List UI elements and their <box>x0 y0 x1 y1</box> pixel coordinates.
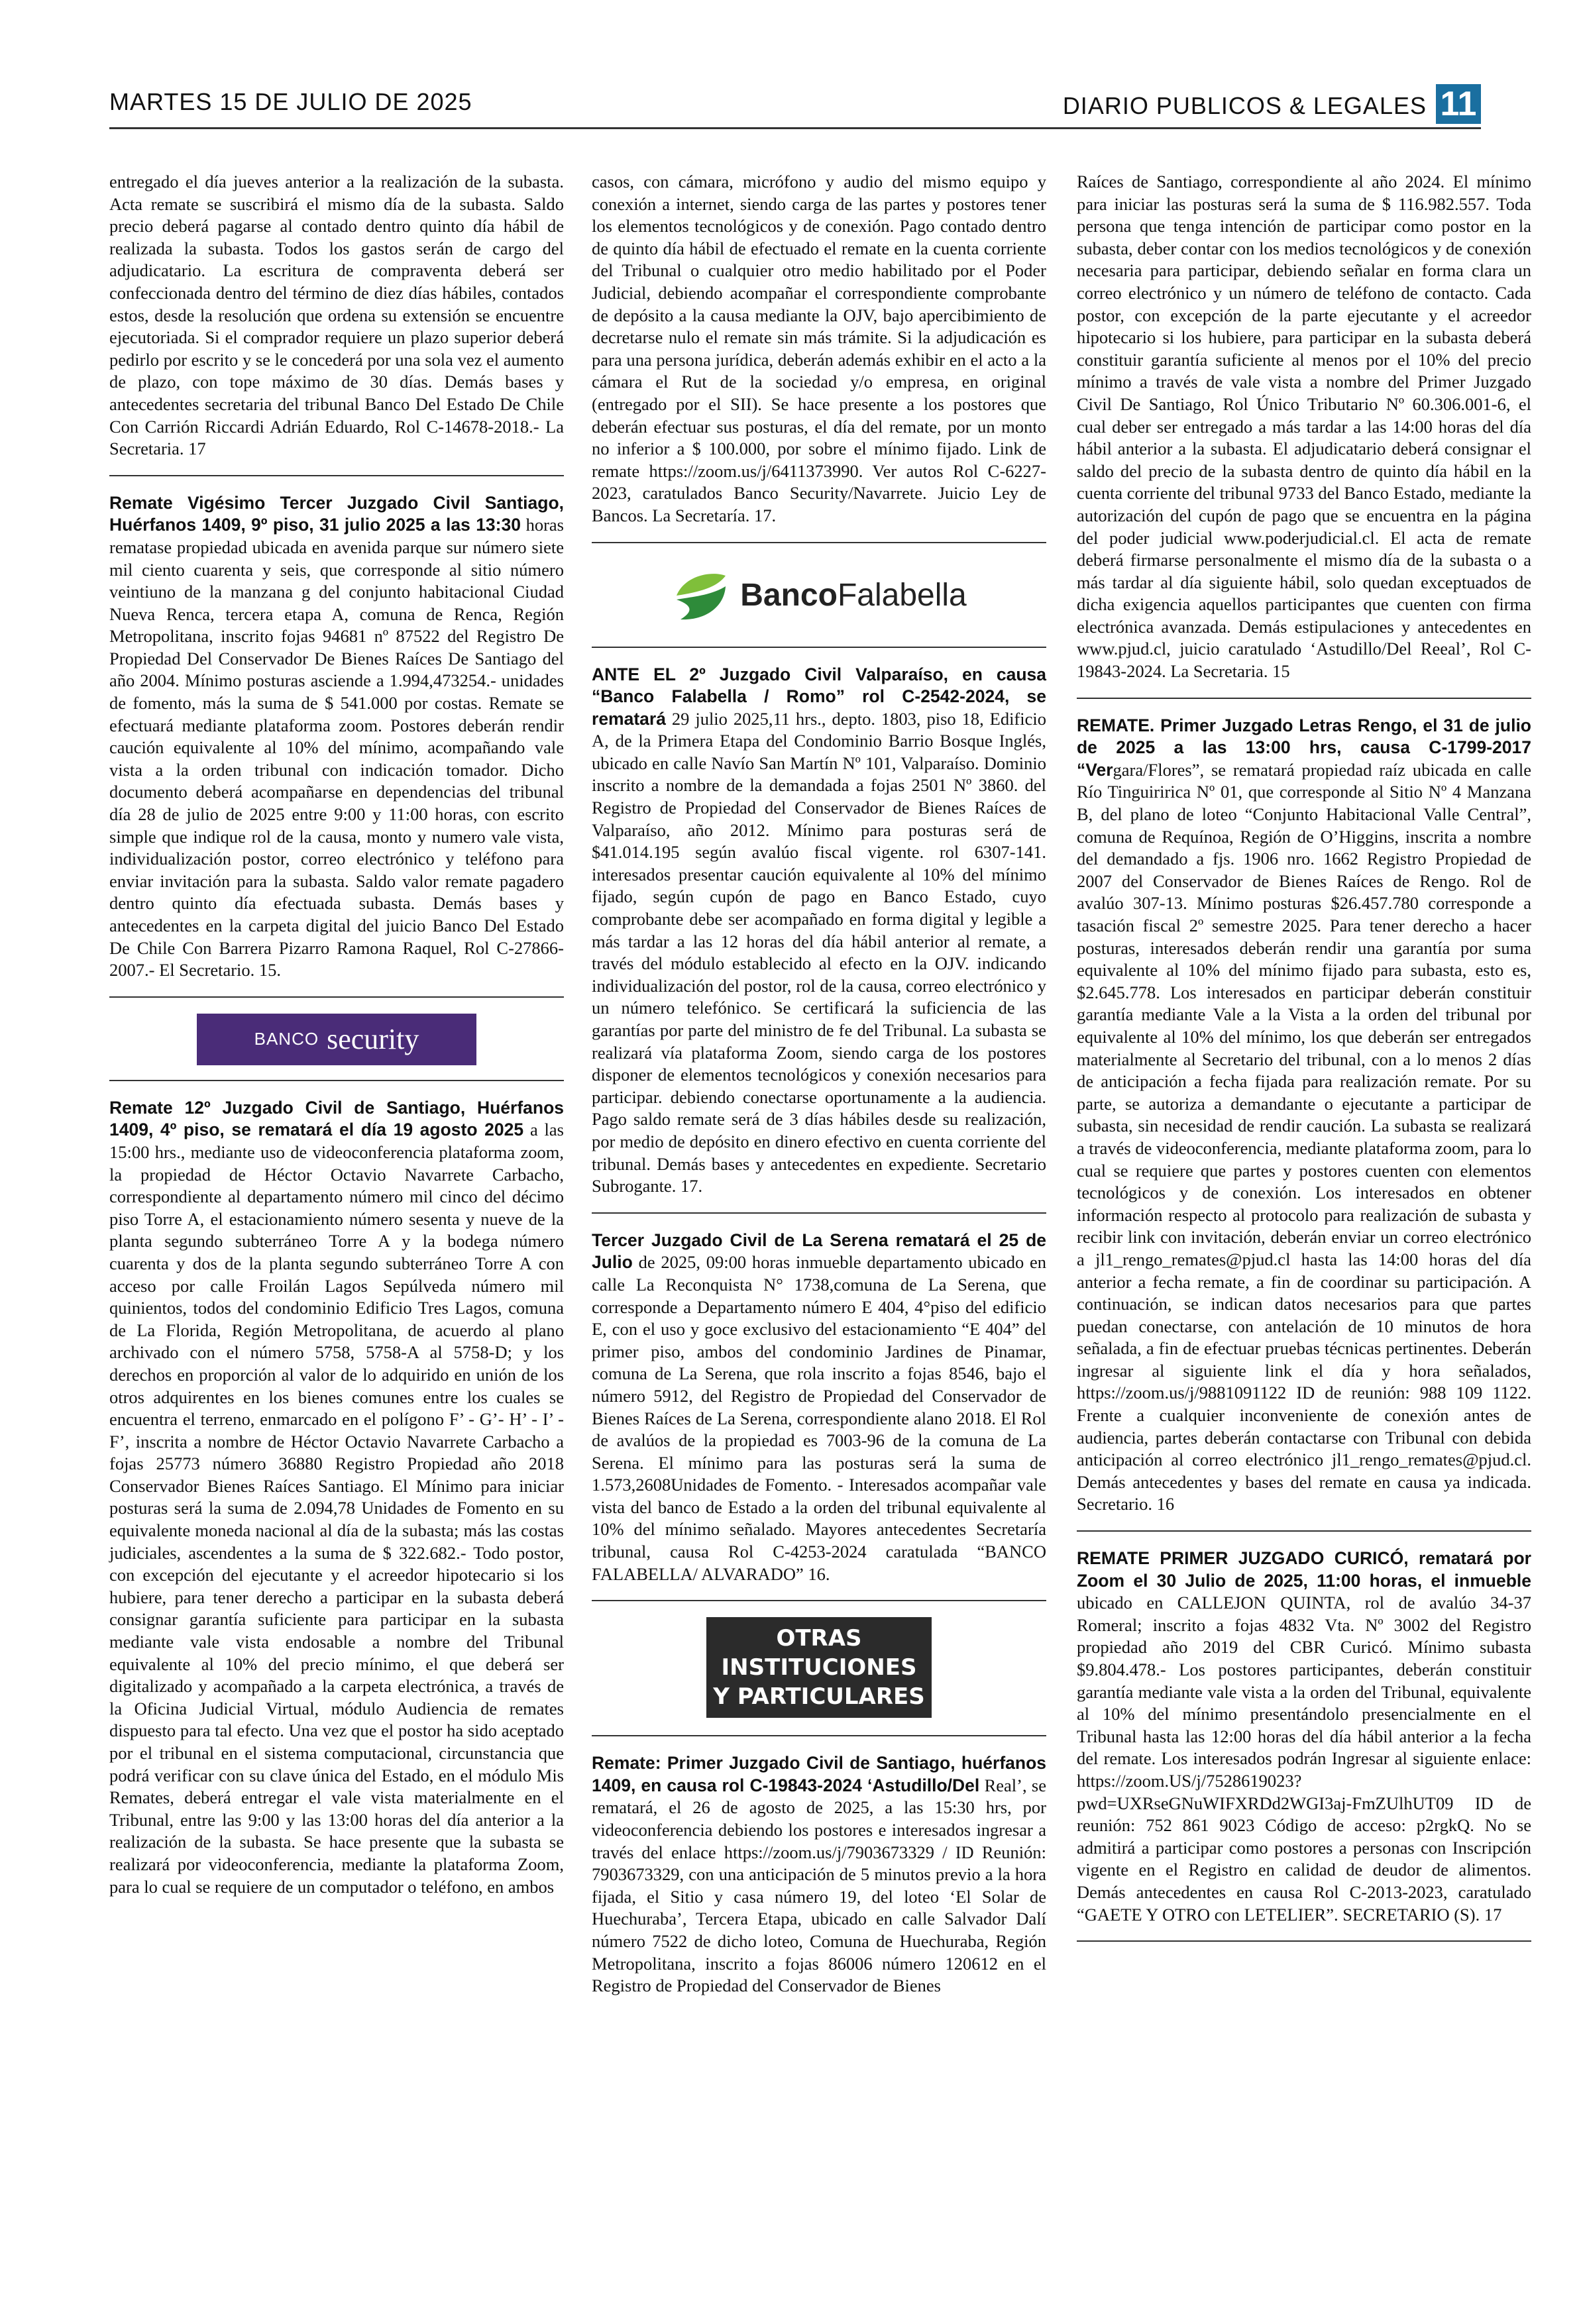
falabella-wordmark: BancoFalabella <box>740 577 967 613</box>
notice-heading: Tercer Juzgado Civil de La Serena rematará el 25 de Julio <box>592 1230 1046 1273</box>
notice-la-florida <box>109 1097 564 1898</box>
notice-divider <box>592 1735 1046 1736</box>
notice-valparaiso <box>592 664 1046 1198</box>
notice-divider <box>592 647 1046 648</box>
logo-banco-text: BANCO <box>254 1028 319 1049</box>
notice-huechuraba <box>592 1752 1046 1997</box>
notice-heading: ANTE EL 2º Juzgado Civil Valparaíso, en causa “Banco Falabella / Romo” rol C-2542-2024, se rematará <box>592 664 1046 729</box>
column-1 <box>109 171 564 1898</box>
notice-divider <box>592 1600 1046 1601</box>
page-header <box>109 84 1481 124</box>
column-3 <box>1077 171 1531 1958</box>
notice-heading: REMATE. Primer Juzgado Letras Rengo, el 31 de julio de 2025 a las 13:00 hrs, causa C-1799-2017 “Ver <box>1077 715 1531 780</box>
column-2 <box>592 171 1046 1997</box>
header-rule <box>109 127 1481 129</box>
issue-date: MARTES 15 DE JULIO DE 2025 <box>109 88 472 115</box>
banco-falabella-logo <box>592 559 1046 632</box>
notice-divider <box>109 475 564 476</box>
notice-heading: Remate 12º Juzgado Civil de Santiago, Huérfanos 1409, 4º piso, se rematará el día 19 agosto 2025 <box>109 1097 564 1140</box>
notice-divider <box>1077 698 1531 699</box>
banco-security-logo <box>109 1014 564 1065</box>
notice-divider <box>592 1212 1046 1214</box>
notice-heading: REMATE PRIMER JUZGADO CURICÓ, rematará por Zoom el 30 Julio de 2025, 11:00 horas, el inmueble <box>1077 1548 1531 1591</box>
logo-security-text: security <box>327 1022 419 1055</box>
notice-rengo <box>1077 715 1531 1516</box>
notice-body: a las 15:00 hrs., mediante uso de videoconferencia plataforma zoom, la propiedad de Héctor Octavio Navarrete Carbacho, correspondiente al departamento número mil cinco del décimo piso Torre A, el estacionamiento número sesenta y nueve de la planta segundo subterráneo Torre A y la bodega número cuarenta y dos de la planta segundo subterráneo Torre A con acceso por calle Froilán Lagos Sepúlveda número mil quinientos, todos del condominio Edificio Tres Lagos, comuna de La Florida, Región Metropolitana, de acuerdo al plano archivado con el número 5758, 5758-A al 5758-D; y los derechos en proporción al valor de lo adquirido en unión de los otros adquirentes en los bienes comunes entre los cuales se encuentra el terreno, enmarcado en el polígono F’ - G’- H’ - I’ - F’, inscrita a nombre de Héctor Octavio Navarrete Carbacho a fojas 25773 número 36880 Registro Propiedad año 2018 Conservador Bienes Raíces Santiago. El Mínimo para iniciar posturas será la suma de 2.094,78 Unidades de Fomento en su equivalente moneda nacional al día de la subasta; más las costas judiciales, ascendentes a la suma de $ 322.682.- Todo postor, con excepción del ejecutante y el acreedor hipotecario si los hubiere, para tener derecho a participar en la subasta deberá consignar garantía suficiente para participar en la subasta mediante vale vista endosable a nombre del Tribunal equivalente al 10% del precio mínimo, el que deberá ser digitalizado y acompañado a la carpeta electrónica, a través de la Oficina Judicial Virtual, módulo Audiencia de remates dispuesto para tal efecto. Una vez que el postor ha sido aceptado por el tribunal en el sistema computacional, circunstancia que podrá verificar con su clave única del Estado, en el módulo Mis Remates, deberá entregar el vale vista materialmente en el Tribunal, entre las 9:00 y las 13:00 horas del día anterior a la realización de la subasta. Se hace presente que la subasta se realizará por videoconferencia, mediante la plataforma Zoom, para lo cual se requiere de un computador o teléfono, en ambos <box>109 1120 564 1897</box>
falabella-leaf-icon <box>671 566 730 625</box>
notice-continuation: casos, con cámara, micrófono y audio del mismo equipo y conexión a internet, siendo carga de las partes y postores tener los elementos tecnológicos y de conexión. Pago contado dentro de quinto día hábil de efectuado el remate en la cuenta corriente del Tribunal o cualquier otro medio habilitado por el Poder Judicial, debiendo acompañar el correspondiente comprobante de depósito a la causa mediante la OJV, bajo apercibimiento de decretarse nulo el remate sin más trámite. Si la adjudicación es para una persona jurídica, deberán además exhibir en el acto a la cámara el Rut de la sociedad y/o empresa, en original (entregado por el SII). Se hace presente a los postores que deberán efectuar sus posturas, el día del remate, por un monto no inferior a $ 100.000, por sobre el mínimo fijado. Link de remate https://zoom.us/j/6411373990. Ver autos Rol C-6227-2023, caratulados Banco Security/Navarrete. Juicio Ley de Bancos. La Secretaría. 17. <box>592 172 1046 525</box>
notice-curico <box>1077 1548 1531 1926</box>
notice-continuation: Raíces de Santiago, correspondiente al año 2024. El mínimo para iniciar las posturas será la suma de $ 116.982.557. Toda persona que tenga intención de participar como postor en la subasta, deber contar con los medios tecnológicos y de conexión necesaria para participar, debiendo señalar en forma clara un correo electrónico y un número de teléfono de contacto. Cada postor, con excepción de la parte ejecutante y el acreedor hipotecario si los hubiere, para participar en la subasta deberá constituir garantía suficiente al menos por el 10% del precio mínimo a través de vale vista a nombre del Primer Juzgado Civil De Santiago, Rol Único Tributario Nº 60.306.001-6, el cual deber ser entregado a más tardar a las 14:00 horas del día hábil anterior a la subasta. El adjudicatario deberá consignar el saldo del precio de la subasta dentro de quinto día hábil en la cuenta corriente del tribunal 9733 del Banco Estado, mediante la autorización del cupón de pago que se encuentra en la página del poder judicial www.poderjudicial.cl. El acta de remate deberá firmarse personalmente el mismo día de la subasta o a más tardar al día siguiente hábil, solo quedan exceptuados de dicha exigencia aquellos participantes que cuenten con firma electrónica avanzada. Demás estipulaciones y antecedentes en www.pjud.cl, juicio caratulado ‘Astudillo/Del Reeal’, Rol C- 19843-2024. La Secretaria. 15 <box>1077 172 1531 682</box>
notice-divider <box>592 542 1046 543</box>
notice-continuation: entregado el día jueves anterior a la realización de la subasta. Acta remate se suscribirá el mismo día de la subasta. Saldo precio deberá pagarse al contado dentro quinto día hábil de realizada la subasta. Todos los gastos serán de cargo del adjudicatario. La escritura de compraventa deberá ser confeccionada dentro del término de diez días hábiles, contados estos, desde la resolución que ordena su extensión se encuentre ejecutoriada. Si el comprador requiere un plazo superior deberá pedirlo por escrito y se le concederá por una sola vez el aumento de plazo, con tope máximo de 30 días. Demás bases y antecedentes secretaria del tribunal Banco Del Estado De Chile Con Carrión Riccardi Adrián Eduardo, Rol C-14678-2018.- La Secretaria. 17 <box>109 172 564 459</box>
notice-body: 29 julio 2025,11 hrs., depto. 1803, piso 18, Edificio A, de la Primera Etapa del Condominio Barrio Bosque Inglés, ubicado en calle Navío San Martín Nº 101, Valparaíso. Dominio inscrito a nombre de la demandada a fojas 2501 Nº 3860. del Registro de Propiedad del Conservador de Bienes Raíces de Valparaíso, año 2012. Mínimo para posturas será de $41.014.195 según avalúo fiscal vigente. rol 6307-141. interesados presentar caución equivalente al 10% del mínimo fijado, según cupón de pago en Banco Estado, cuyo comprobante debe ser acompañado en forma digital y legible a más tardar a las 12 horas del día hábil anterior al remate, a través del módulo establecido al efecto en la OJV. indicando individualización del postor, rol de la causa, correo electrónico y un número telefónico. Se certificará la suficiencia de las garantías por parte del ministro de fe del Tribunal. La subasta se realizará vía plataforma Zoom, siendo carga de los postores disponer de elementos tecnológicos y conexión necesarios para participar. debiendo conectarse oportunamente a la audiencia. Pago saldo remate será de 3 días hábiles desde su realización, por medio de depósito en dinero efectivo en cuenta corriente del tribunal. Demás bases y antecedentes en expediente. Secretario Subrogante. 17. <box>592 708 1046 1196</box>
notice-body: horas rematase propiedad ubicada en avenida parque sur número siete mil ciento cuarenta y seis, que corresponde al sitio número veintiuno de la manzana g del conjunto habitacional Ciudad Nueva Renca, tercera etapa A, comuna de Renca, Región Metropolitana, inscrito fojas 94681 nº 87522 del Registro De Propiedad Del Conservador De Bienes Raíces De Santiago del año 2004. Mínimo posturas asciende a 1.994,473254.- unidades de fomento, más la suma de $ 541.000 por costas. Remate se efectuará mediante plataforma zoom. Postores deberán rendir caución equivalente al 10% del mínimo, acompañando vale vista a la orden tribunal con indicación tomador. Dicho documento deberá acompañarse en dependencias del tribunal día 28 de julio de 2025 entre 9:00 y 11:00 horas, con escrito simple que indique rol de la causa, monto y numero vale vista, individualización postor, correo electrónico y teléfono para enviar invitación para la subasta. Saldo valor remate pagadero dentro quinto día efectuada subasta. Demás bases y antecedentes en la carpeta digital del juicio Banco Del Estado De Chile Con Barrera Pizarro Ramona Raquel, Rol C-27866-2007.- El Secretario. 15. <box>109 515 564 980</box>
notice-divider <box>1077 1940 1531 1942</box>
notice-la-serena <box>592 1230 1046 1586</box>
section-banner-otras-instituciones: OTRAS INSTITUCIONES Y PARTICULARES <box>706 1617 932 1718</box>
publication-name: DIARIO PUBLICOS & LEGALES <box>1062 92 1427 119</box>
notice-heading: Remate Vigésimo Tercer Juzgado Civil Santiago, Huérfanos 1409, 9º piso, 31 julio 2025 a las 13:30 <box>109 492 564 535</box>
header-right <box>1063 84 1481 124</box>
notice-body: gara/Flores”, se rematará propiedad raíz ubicada en calle Río Tinguiririca Nº 01, que corresponde al Sitio Nº 4 Manzana B, del plano de loteo “Conjunto Habitacional Valle Central”, comuna de Requínoa, Región de O’Higgins, inscrita a nombre del demandado a fjs. 1906 nro. 1662 Registro Propiedad de 2007 del Conservador de Bienes Raíces de Rengo. Rol de avalúo 307-13. Mínimo posturas $26.457.780 corresponde a tasación fiscal 2º semestre 2025. Para tener derecho a hacer posturas, interesados deberán rendir una garantía por suma equivalente al 10% del mínimo fijado para subasta, esto es, $2.645.778. Los interesados en participar deberán constituir garantía mediante Vale a la Vista a la orden del tribunal por equivalente al 10% del mínimo, los que deberán ser entregados materialmente al Secretario del tribunal, con a lo menos 2 días de anticipación a fecha fijada para realización remate. Por su parte, se autoriza a demandante o ejecutante a participar de subasta, sin necesidad de rendir caución. La subasta se realizará a través de videoconferencia, mediante plataforma zoom, para lo cual se requiere que partes y postores cuenten con elementos tecnológicos y de conexión. Los interesados en obtener información respecto al protocolo para realización de subasta y recibir link con invitación, deberán enviar un correo electrónico a jl1_rengo_remates@pjud.cl hasta las 14:00 horas del día anterior a fecha remate, a fin de coordinar su participación. A continuación, se indican datos necesarios para que partes puedan conectarse, con antelación de 10 minutos de hora señalada, a fin de efectuar pruebas técnicas pertinentes. Deberán ingresar al siguiente link el día y hora señalados, https://zoom.us/j/9881091122 ID de reunión: 988 109 1122. Frente a cualquier inconveniente de conexión antes de audiencia, partes deberán contactarse con Tribunal con debida anticipación al correo electrónico jl1_rengo_remates@pjud.cl. Demás antecedentes y bases del remate en causa ya indicada. Secretario. 16 <box>1077 759 1531 1514</box>
notice-body: ubicado en CALLEJON QUINTA, rol de avalúo 34-37 Romeral; inscrito a fojas 4832 Vta. Nº 3002 del Registro propiedad año 2019 del CBR Curicó. Mínimo subasta $9.804.478.- Los postores participantes, deberán constituir garantía mediante vale vista a la orden del Tribunal, equivalente al 10% del mínimo presentándolo presencialmente en el Tribunal hasta las 12:00 horas del día hábil anterior a la fecha del remate. Los interesados podrán Ingresar al siguiente enlace: https://zoom.US/j/7528619023?pwd=UXRseGNuWIFXRDd2WGI3aj-FmZUlhUT09 ID de reunión: 752 861 9023 Código de acceso: p2rgkQ. No se admitirá a participar como postores a personas con Inscripción vigente en el Registro en calidad de deudor de alimentos. Demás antecedentes en causa Rol C-2013-2023, caratulado “GAETE Y OTRO con LETELIER”. SECRETARIO (S). 17 <box>1077 1593 1531 1925</box>
notice-divider <box>109 996 564 998</box>
notice-divider <box>109 1080 564 1081</box>
notice-body: Real’, se rematará, el 26 de agosto de 2025, a las 15:30 hrs, por videoconferencia debiendo los postores e interesados ingresar a través del enlace https://zoom.us/j/7903673329 / ID Reunión: 7903673329, con una anticipación de 5 minutos previo a la hora fijada, el Sitio y casa número 19, del loteo ‘El Solar de Huechuraba’, Tercera Etapa, ubicado en calle Salvador Dalí número 7522 de dicho loteo, Comuna de Huechuraba, Región Metropolitana, inscrito a fojas 86006 número 120612 en el Registro de Propiedad del Conservador de Bienes <box>592 1775 1047 1996</box>
notice-heading: Remate: Primer Juzgado Civil de Santiago, huérfanos 1409, en causa rol C-19843-2024 ‘Astudillo/Del <box>592 1753 1046 1795</box>
page-number: 11 <box>1436 84 1481 124</box>
notice-divider <box>1077 1530 1531 1532</box>
notice-body: de 2025, 09:00 horas inmueble departamento ubicado en calle La Reconquista N° 1738,comuna de La Serena, que corresponde a Departamento número E 404, 4°piso del edificio E, con el uso y goce exclusivo del estacionamiento “E 404” del primer piso, ambos del condominio Jardines de Pinamar, comuna de La Serena, que rola inscrito a fojas 8546, bajo el número 5912, del Registro de Propiedad del Conservador de Bienes Raíces de La Serena, correspondiente alano 2018. El Rol de avalúos de la propiedad es 7003-96 de la comuna de La Serena. El mínimo para las posturas será la suma de 1.573,2608Unidades de Fomento. - Interesados acompañar vale vista del banco de Estado a la orden del tribunal equivalente al 10% del mínimo señalado. Mayores antecedentes Secretaría tribunal, causa Rol C-4253-2024 caratulada “BANCO FALABELLA/ ALVARADO” 16. <box>592 1252 1046 1584</box>
notice-renca <box>109 492 564 982</box>
